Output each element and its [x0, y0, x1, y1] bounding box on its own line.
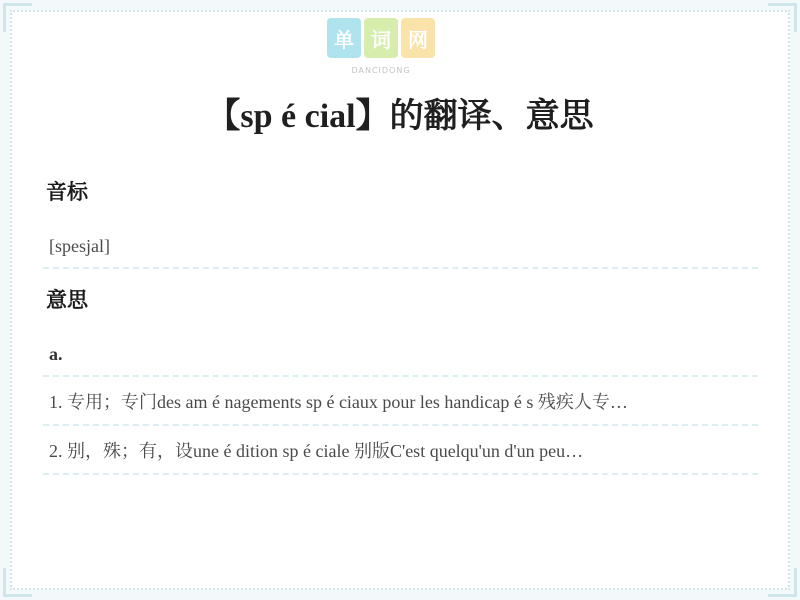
meaning-heading: 意思	[46, 288, 88, 312]
definition-text-1: 1. 专用；专门des am é nagements sp é ciaux pour les handicap é s 残疾人专…	[49, 392, 628, 412]
logo-tile-1: 单	[327, 18, 361, 58]
site-logo	[325, 18, 437, 80]
definition-row	[43, 431, 758, 475]
logo-caption: DANCIDONG	[351, 66, 411, 75]
logo-tile-3: 网	[401, 18, 435, 58]
page-title: 【sp é cial】的翻译、意思	[206, 98, 594, 135]
phonetic-heading: 音标	[46, 180, 88, 204]
corner-ornament-top-right	[768, 3, 797, 32]
corner-ornament-bottom-right	[768, 568, 797, 597]
part-of-speech-row	[43, 333, 758, 377]
corner-ornament-bottom-left	[3, 568, 32, 597]
phonetic-value: [spesjal]	[49, 236, 110, 256]
definition-row	[43, 382, 758, 426]
logo-tile-2: 词	[364, 18, 398, 58]
corner-ornament-top-left	[3, 3, 32, 32]
definition-text-2: 2. 别，殊；有，设une é dition sp é ciale 别版C'est quelqu'un d'un peu…	[49, 441, 584, 461]
phonetic-row	[43, 225, 758, 269]
part-of-speech: a.	[49, 344, 63, 364]
